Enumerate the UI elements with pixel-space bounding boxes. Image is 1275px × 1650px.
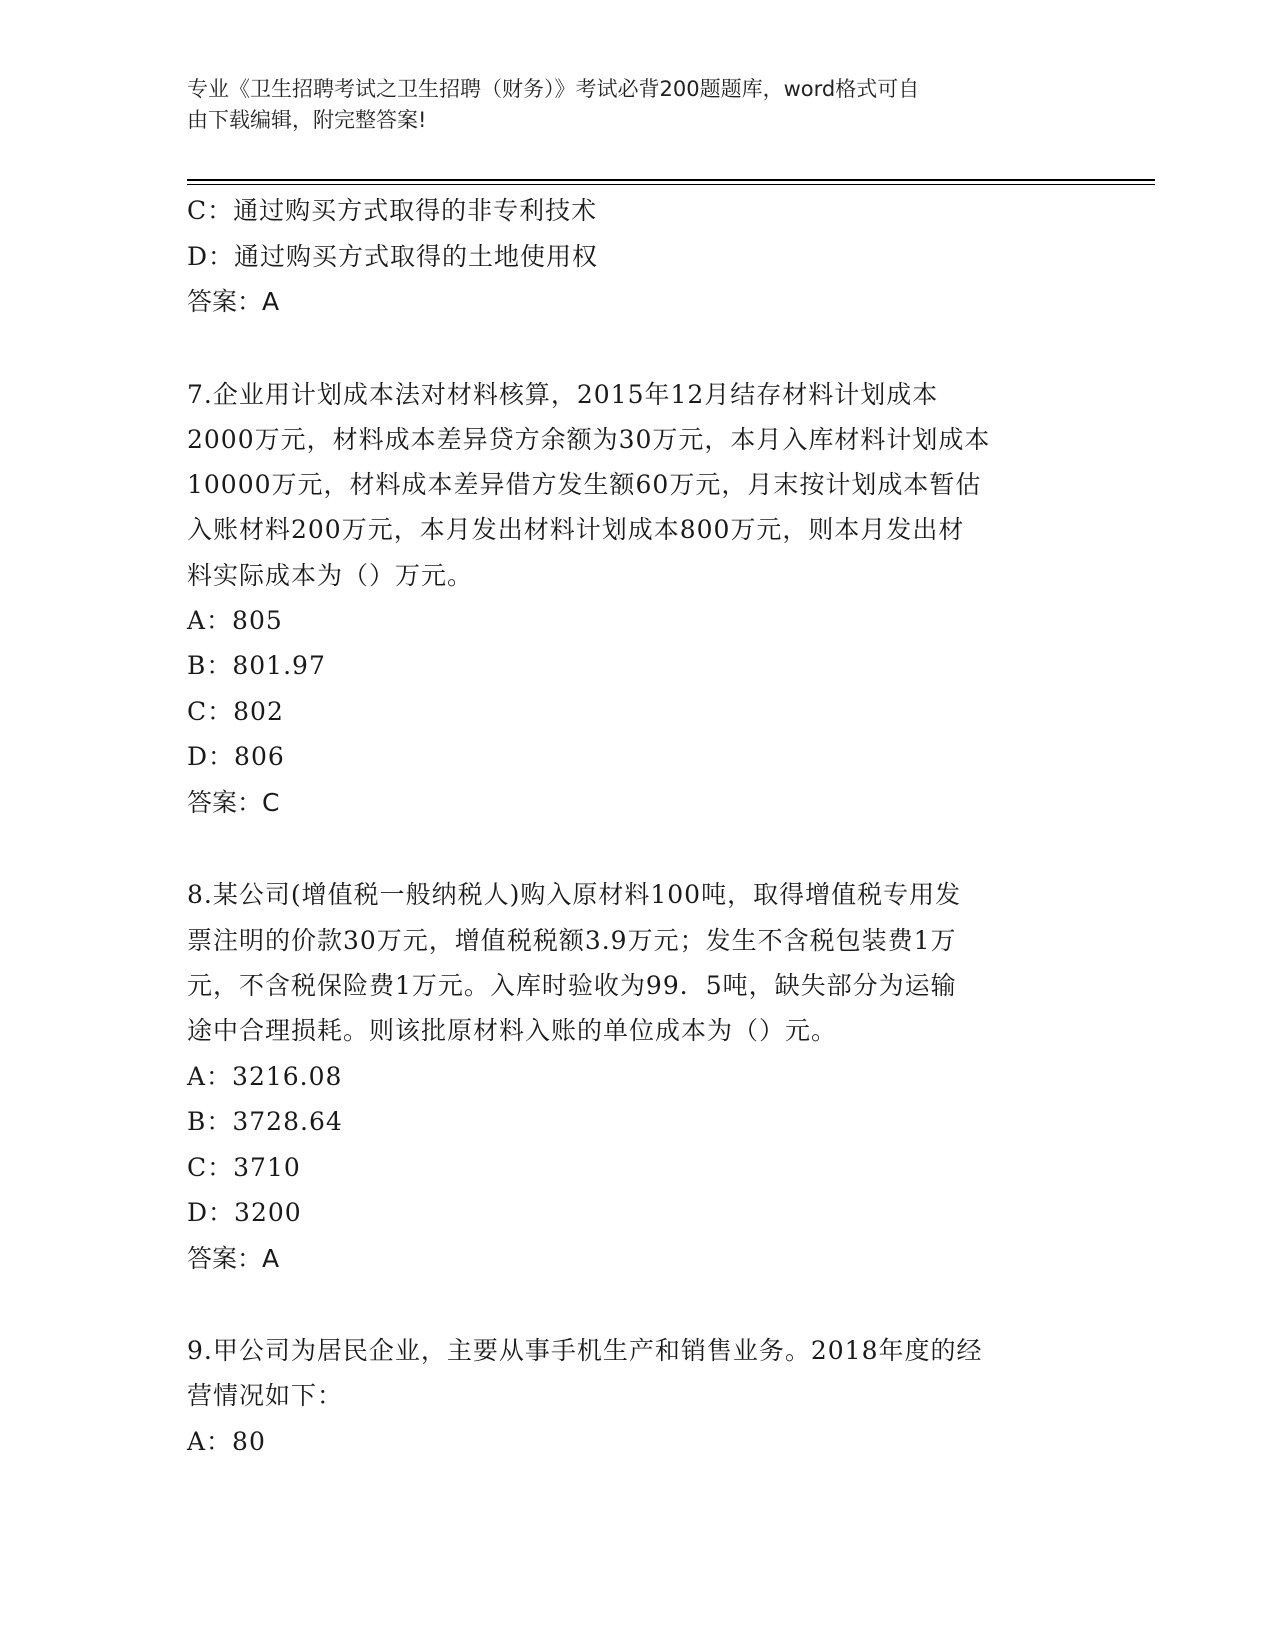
- option-d: D：3200: [187, 1198, 302, 1228]
- header-divider-thick: [187, 179, 1155, 181]
- option-d: D：通过购买方式取得的土地使用权: [187, 241, 599, 271]
- question-line: 9.甲公司为居民企业，主要从事手机生产和销售业务。2018年度的经: [187, 1336, 983, 1366]
- question-line: 2000万元，材料成本差异贷方余额为30万元，本月入库材料计划成本: [187, 424, 991, 454]
- option-a: A：3216.08: [187, 1061, 343, 1091]
- question-line: 8.某公司(增值税一般纳税人)购入原材料100吨，取得增值税专用发: [187, 880, 962, 910]
- question-line: 入账材料200万元，本月发出材料计划成本800万元，则本月发出材: [187, 515, 965, 545]
- header-line-1: 专业《卫生招聘考试之卫生招聘（财务）》考试必背200题题库，word格式可自: [187, 77, 920, 101]
- question-line: 途中合理损耗。则该批原材料入账的单位成本为（）元。: [187, 1016, 838, 1046]
- question-8: [187, 872, 1087, 1281]
- question-line: 票注明的价款30万元，增值税税额3.9万元；发生不含税包装费1万: [187, 925, 957, 955]
- question-text: [187, 372, 1087, 598]
- option-c: C：通过购买方式取得的非专利技术: [187, 196, 598, 225]
- answer-label: 答案：A: [187, 287, 280, 316]
- question-line: 7.企业用计划成本法对材料核算，2015年12月结存材料计划成本: [187, 379, 939, 409]
- question-7: [187, 372, 1087, 826]
- question-line: 营情况如下：: [187, 1381, 344, 1411]
- question-9: [187, 1328, 1087, 1464]
- option-b: B：801.97: [187, 651, 326, 681]
- header-line-2: 由下载编辑，附完整答案!: [187, 108, 427, 132]
- document-body: [187, 188, 1087, 1464]
- header-divider-thin: [187, 184, 1155, 185]
- question-6-tail: [187, 188, 1087, 325]
- option-c: C：3710: [187, 1152, 301, 1182]
- question-line: 料实际成本为（）万元。: [187, 560, 474, 590]
- option-a: A：80: [187, 1426, 266, 1456]
- option-a: A：805: [187, 605, 283, 635]
- question-text: [187, 1328, 1087, 1419]
- option-b: B：3728.64: [187, 1107, 343, 1137]
- option-c: C：802: [187, 696, 284, 726]
- answer-label: 答案：A: [187, 1243, 280, 1273]
- question-text: [187, 872, 1087, 1053]
- question-line: 10000万元，材料成本差异借方发生额60万元，月末按计划成本暂估: [187, 470, 982, 500]
- document-header: [187, 74, 1067, 136]
- option-d: D：806: [187, 742, 285, 772]
- answer-label: 答案：C: [187, 787, 280, 817]
- question-line: 元，不含税保险费1万元。入库时验收为99．5吨，缺失部分为运输: [187, 971, 957, 1001]
